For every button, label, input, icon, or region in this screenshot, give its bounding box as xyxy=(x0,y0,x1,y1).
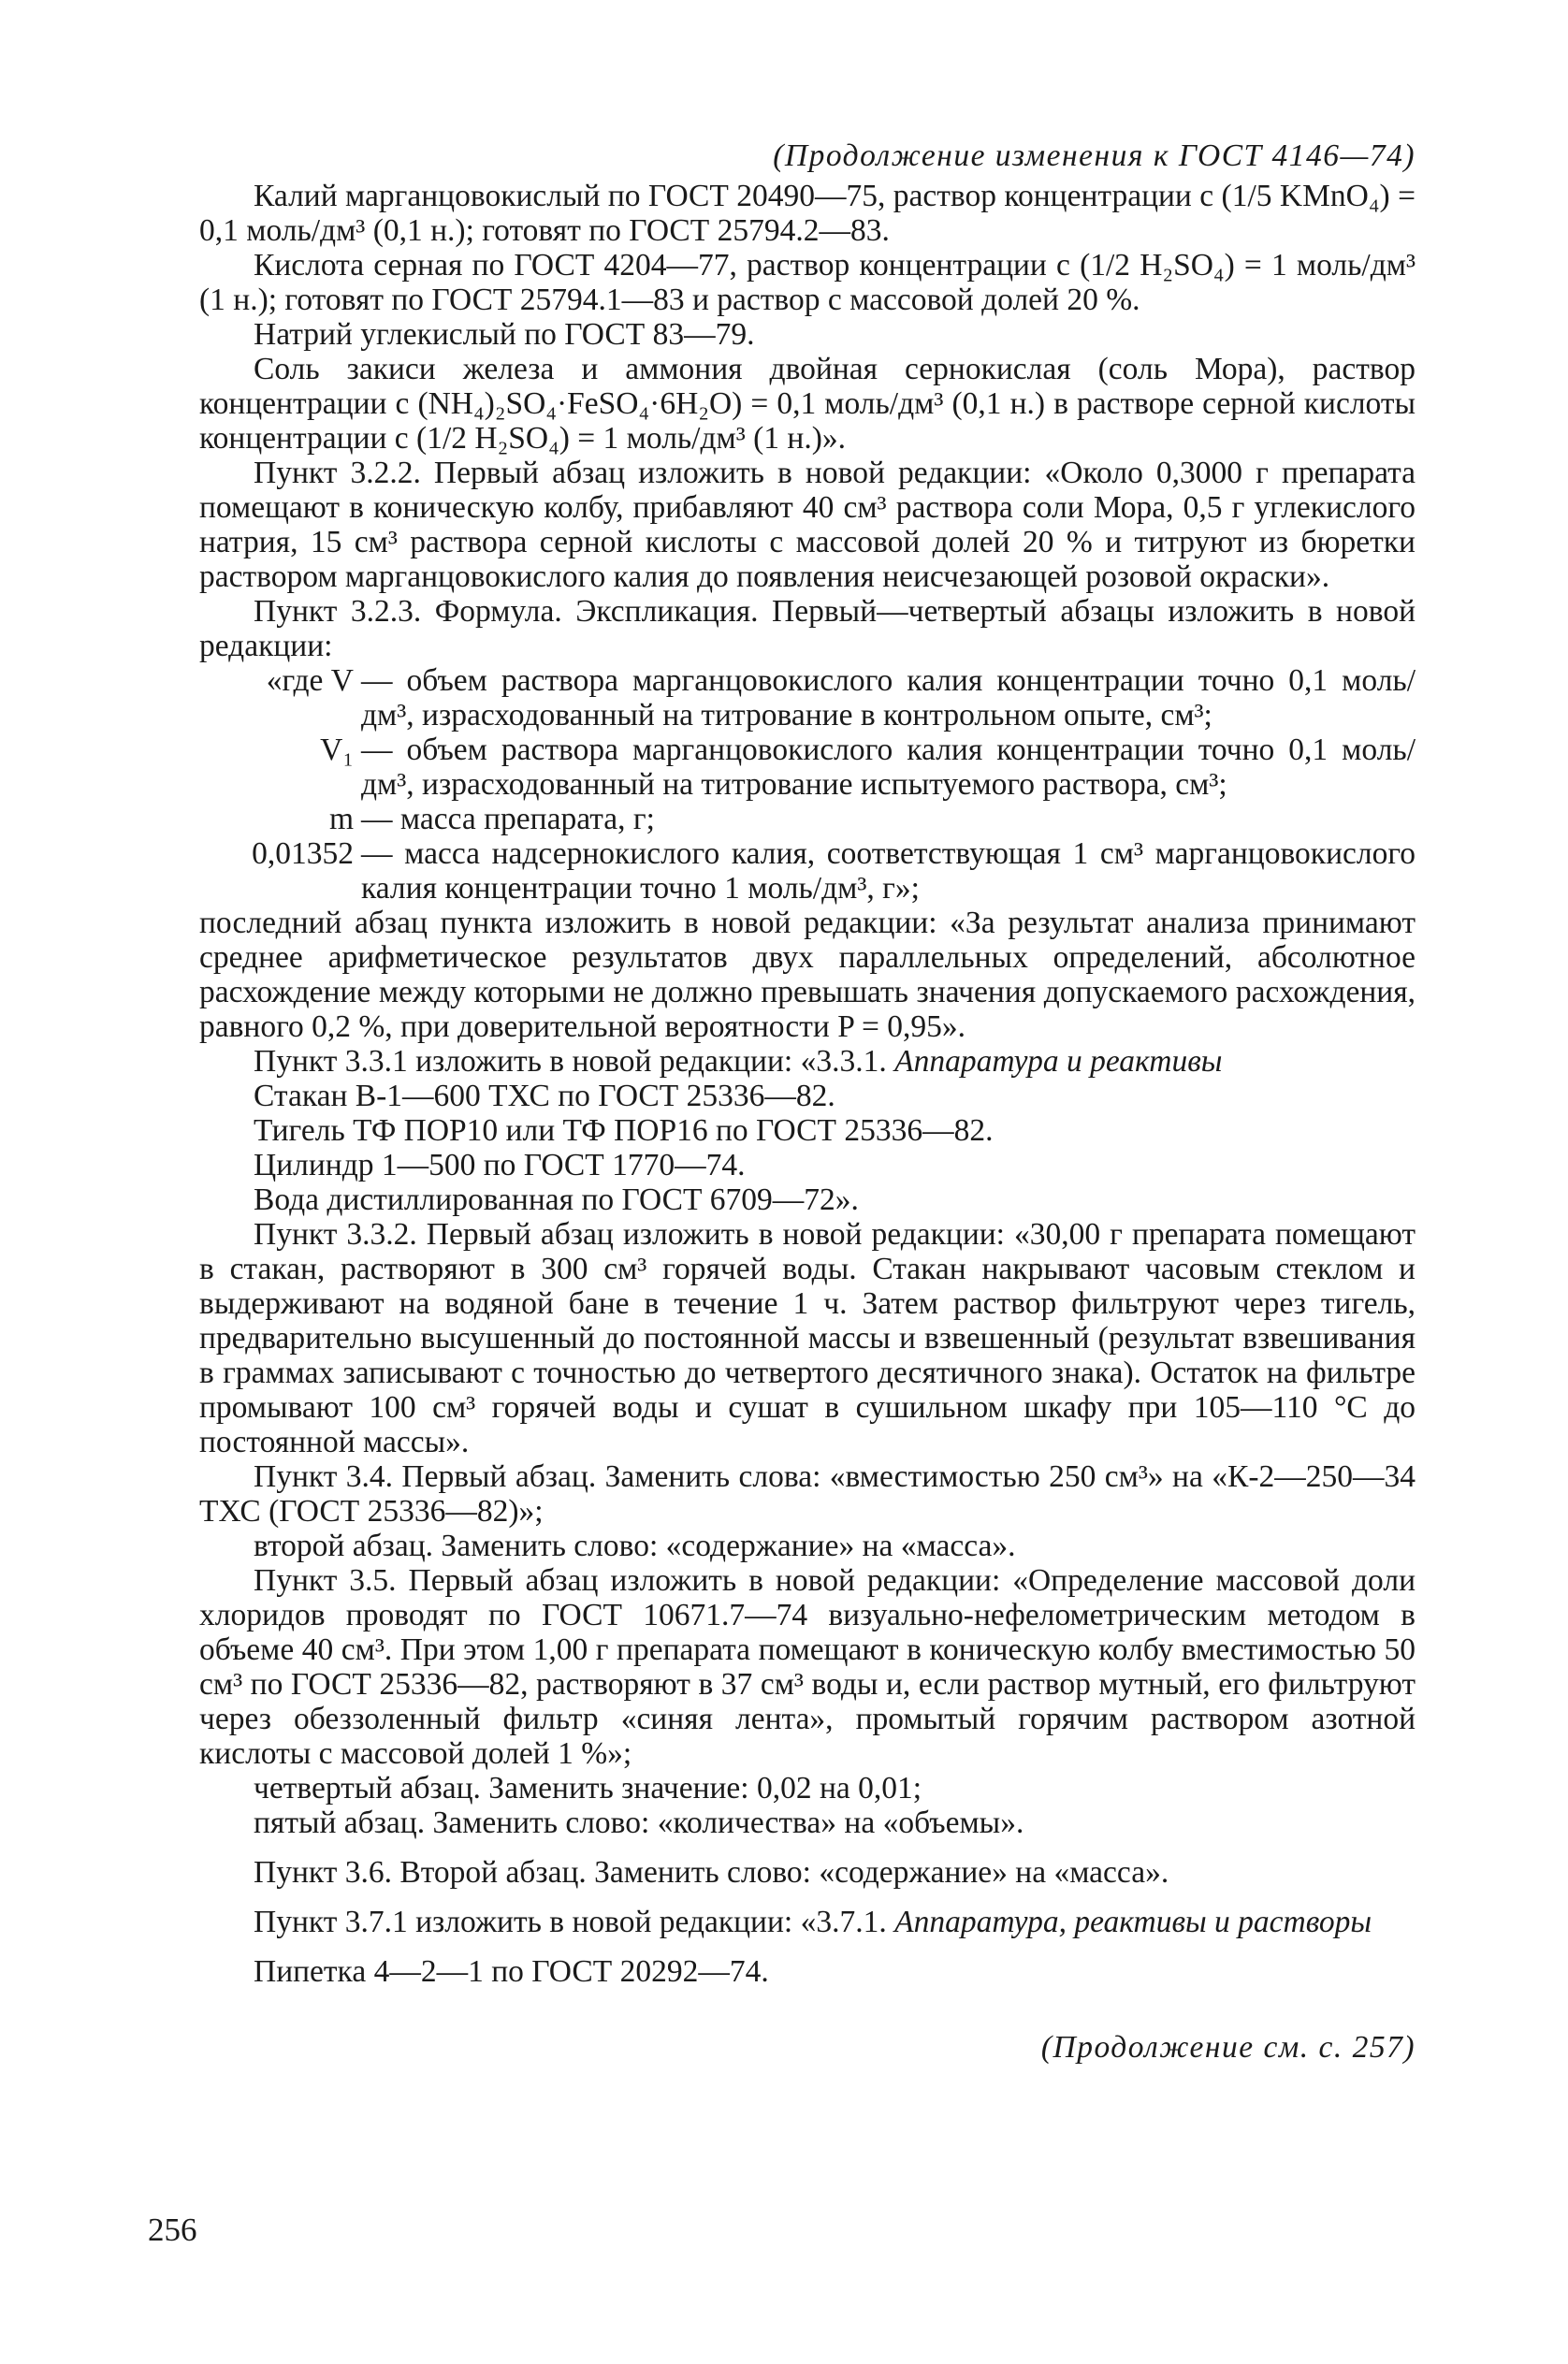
explication-text: — масса препарата, г; xyxy=(361,802,655,836)
document-page xyxy=(199,138,1416,2065)
explication-item xyxy=(199,836,1416,906)
explication-list xyxy=(199,663,1416,906)
paragraph-3-3-1-lead: Пункт 3.3.1 изложить в новой редакции: «3.3.1. xyxy=(254,1044,887,1079)
paragraph-sulfuric-acid: Кислота серная по ГОСТ 4204—77, раствор концентрации с (1/2 H₂SO₄) = 1 моль/дм³ (1 н.); готовят по ГОСТ 25794.1—83 и раствор с массовой долей 20 %. xyxy=(199,248,1416,317)
paragraph-3-3-1 xyxy=(199,1044,1416,1079)
continuation-footer: (Продолжение см. с. 257) xyxy=(1040,2030,1416,2065)
paragraph-mohr-salt: Соль закиси железа и аммония двойная сернокислая (соль Мора), раствор концентрации с (NH₄)₂SO₄·FeSO₄·6H₂O) = 0,1 моль/дм³ (0,1 н.) в растворе серной кислоты концентрации с (1/2 H₂SO₄) = 1 моль/дм³ (1 н.)». xyxy=(199,352,1416,456)
paragraph-3-5-fifth: пятый абзац. Заменить слово: «количества» на «объемы». xyxy=(254,1806,1024,1840)
paragraph-sodium-carbonate: Натрий углекислый по ГОСТ 83—79. xyxy=(254,317,755,352)
explication-symbol: m xyxy=(328,802,354,836)
explication-text: — объем раствора марганцовокислого калия концентрации точно 0,1 моль/дм³, израсходованный на титрование в контрольном опыте, см³; xyxy=(361,663,1416,732)
explication-item xyxy=(199,802,1416,836)
explication-text: — масса надсернокислого калия, соответствующая 1 см³ марганцовокислого калия концентрации точно 1 моль/дм³, г»; xyxy=(361,836,1416,906)
paragraph-3-7-1-lead: Пункт 3.7.1 изложить в новой редакции: «3.7.1. xyxy=(254,1905,887,1939)
list-item: Стакан В-1—600 ТХС по ГОСТ 25336—82. xyxy=(254,1079,835,1113)
paragraph-3-7-1 xyxy=(199,1905,1416,1939)
paragraph-3-6: Пункт 3.6. Второй абзац. Заменить слово: «содержание» на «масса». xyxy=(254,1855,1169,1890)
paragraph-3-7-1-title: Аппаратура, реактивы и растворы xyxy=(894,1905,1372,1939)
explication-symbol: 0,01352 xyxy=(252,836,354,871)
page-number: 256 xyxy=(148,2212,197,2248)
paragraph-3-4: Пункт 3.4. Первый абзац. Заменить слова: «вместимостью 250 см³» на «К-2—250—34 ТХС (ГОСТ 25336—82)»; xyxy=(199,1459,1416,1529)
list-item: Вода дистиллированная по ГОСТ 6709—72». xyxy=(254,1182,859,1217)
paragraph-3-2-3: Пункт 3.2.3. Формула. Экспликация. Первый—четвертый абзацы изложить в новой редакции: xyxy=(199,594,1416,663)
explication-symbol: V₁ xyxy=(320,732,354,767)
paragraph-3-3-2: Пункт 3.3.2. Первый абзац изложить в новой редакции: «30,00 г препарата помещают в стакан, растворяют в 300 см³ горячей воды. Стакан накрывают часовым стеклом и выдерживают на водяной бане в течение 1 ч. Затем раствор фильтруют через тигель, предварительно высушенный до постоянной массы и взвешенный (результат взвешивания в граммах записывают с точностью до четвертого десятичного знака). Остаток на фильтре промывают 100 см³ горячей воды и сушат в сушильном шкафу при 105—110 °С до постоянной массы». xyxy=(199,1217,1416,1459)
list-item: Тигель ТФ ПОР10 или ТФ ПОР16 по ГОСТ 25336—82. xyxy=(254,1113,994,1148)
paragraph-3-5: Пункт 3.5. Первый абзац изложить в новой редакции: «Определение массовой доли хлоридов проводят по ГОСТ 10671.7—74 визуально-нефелометрическим методом в объеме 40 см³. При этом 1,00 г препарата помещают в коническую колбу вместимостью 50 см³ по ГОСТ 25336—82, растворяют в 37 см³ воды и, если раствор мутный, его фильтруют через обеззоленный фильтр «синяя лента», промытый горячим раствором азотной кислоты с массовой долей 1 %»; xyxy=(199,1563,1416,1771)
paragraph-3-2-2: Пункт 3.2.2. Первый абзац изложить в новой редакции: «Около 0,3000 г препарата помещают в коническую колбу, прибавляют 40 см³ раствора соли Мора, 0,5 г углекислого натрия, 15 см³ раствора серной кислоты с массовой долей 20 % и титруют из бюретки раствором марганцовокислого калия до появления неисчезающей розовой окраски». xyxy=(199,456,1416,594)
paragraph-3-4-second: второй абзац. Заменить слово: «содержание» на «масса». xyxy=(254,1529,1016,1563)
explication-item xyxy=(199,663,1416,732)
explication-text: — объем раствора марганцовокислого калия концентрации точно 0,1 моль/дм³, израсходованный на титрование испытуемого раствора, см³; xyxy=(361,732,1416,802)
explication-symbol: «где V xyxy=(266,663,354,698)
continuation-header: (Продолжение изменения к ГОСТ 4146—74) xyxy=(773,138,1416,173)
paragraph-3-5-fourth: четвертый абзац. Заменить значение: 0,02 на 0,01; xyxy=(254,1771,922,1806)
explication-item xyxy=(199,732,1416,802)
paragraph-3-3-1-title: Аппаратура и реактивы xyxy=(894,1044,1223,1079)
paragraph-potassium-permanganate: Калий марганцовокислый по ГОСТ 20490—75, раствор концентрации с (1/5 KMnO₄) = 0,1 моль/дм³ (0,1 н.); готовят по ГОСТ 25794.2—83. xyxy=(199,179,1416,248)
list-item: Цилиндр 1—500 по ГОСТ 1770—74. xyxy=(254,1148,746,1182)
paragraph-pipette: Пипетка 4—2—1 по ГОСТ 20292—74. xyxy=(254,1954,769,1989)
paragraph-last-abstract: последний абзац пункта изложить в новой редакции: «За результат анализа принимают среднее арифметическое результатов двух параллельных определений, абсолютное расхождение между которыми не должно превышать значения допускаемого расхождения, равного 0,2 %, при доверительной вероятности P = 0,95». xyxy=(199,906,1416,1044)
